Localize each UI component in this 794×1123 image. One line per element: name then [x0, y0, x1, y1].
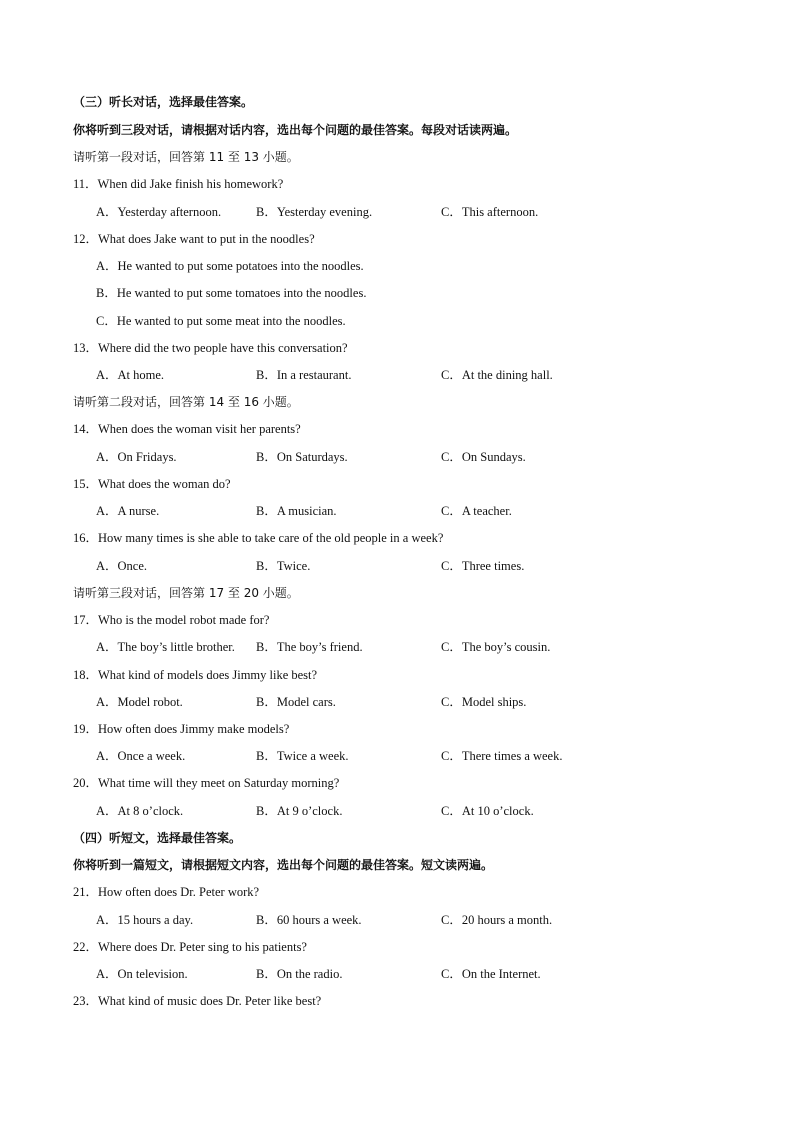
option-a[interactable]: A．Model robot.	[96, 695, 183, 709]
section-3-title: （三）听长对话，选择最佳答案。	[73, 95, 254, 109]
question-21-options	[0, 907, 794, 934]
question-15	[0, 471, 794, 498]
question-11	[0, 171, 794, 198]
section-4-title: （四）听短文，选择最佳答案。	[73, 831, 242, 845]
question-text: 20．What time will they meet on Saturday morning?	[73, 776, 340, 790]
question-text: 16．How many times is she able to take care of the old people in a week?	[73, 531, 444, 545]
dialog-1-intro-line	[0, 144, 794, 171]
option-a[interactable]: A．Once a week.	[96, 749, 186, 763]
option-a[interactable]: A．Yesterday afternoon.	[96, 205, 222, 219]
option-c[interactable]: C．At 10 o’clock.	[441, 804, 534, 818]
question-12-option-b-line	[0, 280, 794, 307]
section-4-header	[0, 825, 794, 852]
option-c[interactable]: C．At the dining hall.	[441, 368, 553, 382]
option-b[interactable]: B．Yesterday evening.	[256, 205, 373, 219]
question-13-options	[0, 362, 794, 389]
question-text: 21．How often does Dr. Peter work?	[73, 885, 260, 899]
question-12-option-c-line	[0, 308, 794, 335]
question-20-options	[0, 798, 794, 825]
option-a[interactable]: A．At 8 o’clock.	[96, 804, 184, 818]
question-text: 23．What kind of music does Dr. Peter like best?	[73, 994, 322, 1008]
question-22-options	[0, 961, 794, 988]
dialog-3-intro: 请听第三段对话，回答第 17 至 20 小题。	[73, 586, 299, 600]
question-text: 18．What kind of models does Jimmy like best?	[73, 668, 318, 682]
option-c[interactable]: C．There times a week.	[441, 749, 563, 763]
question-13	[0, 335, 794, 362]
option-a[interactable]: A．15 hours a day.	[96, 913, 194, 927]
dialog-2-intro: 请听第二段对话，回答第 14 至 16 小题。	[73, 395, 299, 409]
question-18-options	[0, 689, 794, 716]
option-c[interactable]: C．Model ships.	[441, 695, 527, 709]
option-c[interactable]: C．The boy’s cousin.	[441, 640, 551, 654]
question-text: 19．How often does Jimmy make models?	[73, 722, 290, 736]
question-21	[0, 879, 794, 906]
question-15-options	[0, 498, 794, 525]
question-19-options	[0, 743, 794, 770]
option-b[interactable]: B．Model cars.	[256, 695, 336, 709]
question-22	[0, 934, 794, 961]
question-14-options	[0, 444, 794, 471]
option-c[interactable]: C．On the Internet.	[441, 967, 541, 981]
question-text: 17．Who is the model robot made for?	[73, 613, 270, 627]
option-c[interactable]: C．20 hours a month.	[441, 913, 553, 927]
option-a[interactable]: A．On television.	[96, 967, 188, 981]
question-16-options	[0, 553, 794, 580]
option-b[interactable]: B．A musician.	[256, 504, 337, 518]
question-20	[0, 770, 794, 797]
option-b[interactable]: B．In a restaurant.	[256, 368, 352, 382]
option-c[interactable]: C．He wanted to put some meat into the noodles.	[96, 314, 346, 328]
question-text: 15．What does the woman do?	[73, 477, 231, 491]
option-a[interactable]: A．He wanted to put some potatoes into the noodles.	[96, 259, 364, 273]
option-c[interactable]: C．A teacher.	[441, 504, 512, 518]
option-b[interactable]: B．On the radio.	[256, 967, 343, 981]
section-3-instruction: 你将听到三段对话，请根据对话内容，选出每个问题的最佳答案。每段对话读两遍。	[73, 123, 518, 137]
option-b[interactable]: B．The boy’s friend.	[256, 640, 363, 654]
question-17-options	[0, 634, 794, 661]
option-b[interactable]: B．At 9 o’clock.	[256, 804, 343, 818]
option-b[interactable]: B．Twice.	[256, 559, 311, 573]
option-a[interactable]: A．On Fridays.	[96, 450, 177, 464]
option-a[interactable]: A．A nurse.	[96, 504, 160, 518]
section-3-header	[0, 89, 794, 116]
question-text: 13．Where did the two people have this conversation?	[73, 341, 348, 355]
question-text: 12．What does Jake want to put in the noodles?	[73, 232, 315, 246]
option-b[interactable]: B．He wanted to put some tomatoes into the noodles.	[96, 286, 367, 300]
question-text: 22．Where does Dr. Peter sing to his patients?	[73, 940, 307, 954]
option-c[interactable]: C．This afternoon.	[441, 205, 539, 219]
option-a[interactable]: A．Once.	[96, 559, 148, 573]
option-b[interactable]: B．Twice a week.	[256, 749, 349, 763]
section-4-instruction: 你将听到一篇短文，请根据短文内容，选出每个问题的最佳答案。短文读两遍。	[73, 858, 494, 872]
question-18	[0, 662, 794, 689]
question-14	[0, 416, 794, 443]
option-b[interactable]: B．60 hours a week.	[256, 913, 362, 927]
option-b[interactable]: B．On Saturdays.	[256, 450, 348, 464]
option-c[interactable]: C．Three times.	[441, 559, 525, 573]
dialog-3-intro-line	[0, 580, 794, 607]
question-12	[0, 226, 794, 253]
question-17	[0, 607, 794, 634]
section-3-instruction-line	[0, 117, 794, 144]
question-text: 11．When did Jake finish his homework?	[73, 177, 284, 191]
option-a[interactable]: A．At home.	[96, 368, 165, 382]
section-4-instruction-line	[0, 852, 794, 879]
question-text: 14．When does the woman visit her parents?	[73, 422, 301, 436]
question-11-options	[0, 199, 794, 226]
option-c[interactable]: C．On Sundays.	[441, 450, 526, 464]
option-a[interactable]: A．The boy’s little brother.	[96, 640, 235, 654]
dialog-2-intro-line	[0, 389, 794, 416]
question-19	[0, 716, 794, 743]
question-23	[0, 988, 794, 1015]
question-12-option-a-line	[0, 253, 794, 280]
question-16	[0, 525, 794, 552]
dialog-1-intro: 请听第一段对话，回答第 11 至 13 小题。	[73, 150, 299, 164]
